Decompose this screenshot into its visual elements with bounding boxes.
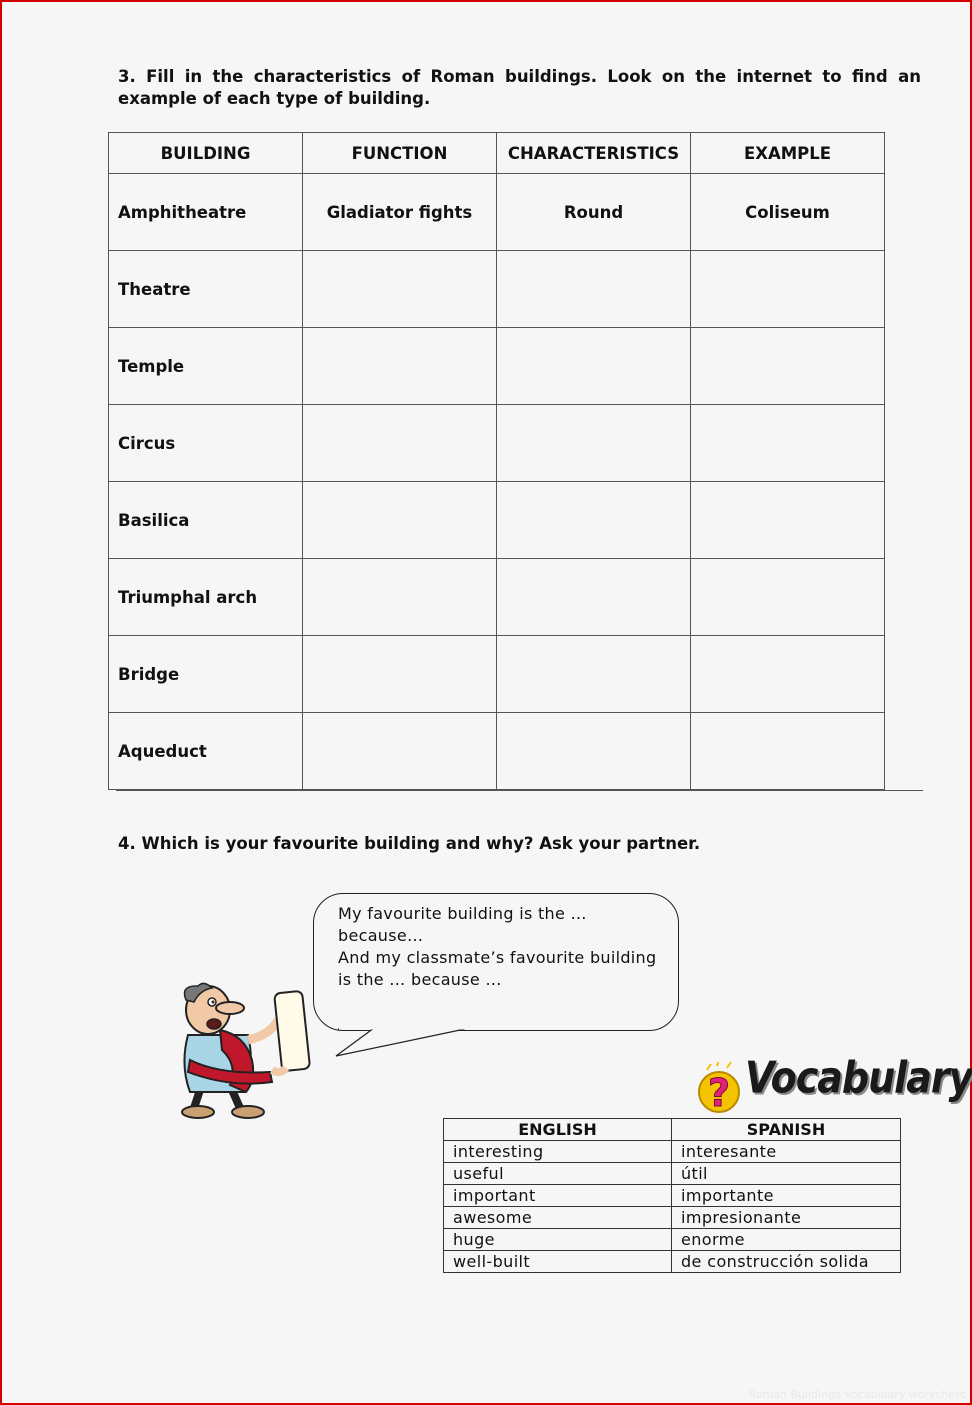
bubble-line: And my classmate’s favourite building: [338, 948, 657, 967]
function-cell[interactable]: [303, 482, 497, 559]
table-row: [109, 636, 885, 713]
function-cell[interactable]: [303, 251, 497, 328]
question-4-heading: 4. Which is your favourite building and why? Ask your partner.: [118, 834, 701, 853]
table-row: [109, 251, 885, 328]
english-word: huge: [444, 1229, 672, 1251]
table-row: [109, 174, 885, 251]
building-cell: Basilica: [109, 482, 303, 559]
roman-man-illustration: [160, 980, 320, 1125]
bubble-line: My favourite building is the …: [338, 904, 587, 923]
vocabulary-title: Vocabulary: [745, 1052, 972, 1103]
table-header-row: [109, 133, 885, 174]
speech-bubble-tail: [330, 1026, 470, 1060]
example-cell[interactable]: Coliseum: [691, 174, 885, 251]
table-row: [109, 328, 885, 405]
vocab-row: [444, 1163, 901, 1185]
spanish-word: impresionante: [672, 1207, 901, 1229]
function-cell[interactable]: [303, 328, 497, 405]
example-cell[interactable]: [691, 405, 885, 482]
english-word: well-built: [444, 1251, 672, 1273]
example-cell[interactable]: [691, 251, 885, 328]
spanish-word: útil: [672, 1163, 901, 1185]
watermark: Roman Buildings Vocabulary worksheet: [748, 1388, 966, 1401]
question-mark-icon: [695, 1062, 745, 1118]
spanish-word: enorme: [672, 1229, 901, 1251]
english-word: important: [444, 1185, 672, 1207]
function-cell[interactable]: [303, 713, 497, 790]
characteristics-cell[interactable]: [497, 482, 691, 559]
roman-buildings-table: [108, 132, 885, 790]
characteristics-cell[interactable]: [497, 713, 691, 790]
bubble-line: because…: [338, 926, 424, 945]
example-cell[interactable]: [691, 636, 885, 713]
english-word: interesting: [444, 1141, 672, 1163]
table-row: [109, 559, 885, 636]
building-cell: Aqueduct: [109, 713, 303, 790]
table-row: [109, 713, 885, 790]
vocab-header-spanish: SPANISH: [672, 1119, 901, 1141]
function-cell[interactable]: [303, 636, 497, 713]
building-cell: Temple: [109, 328, 303, 405]
example-cell[interactable]: [691, 559, 885, 636]
building-cell: Theatre: [109, 251, 303, 328]
table-bottom-rule: [116, 790, 923, 791]
function-cell[interactable]: [303, 559, 497, 636]
function-cell[interactable]: Gladiator fights: [303, 174, 497, 251]
vocab-row: [444, 1207, 901, 1229]
bubble-line: is the … because …: [338, 970, 502, 989]
spanish-word: de construcción solida: [672, 1251, 901, 1273]
example-cell[interactable]: [691, 713, 885, 790]
header-characteristics: CHARACTERISTICS: [497, 133, 691, 174]
spanish-word: interesante: [672, 1141, 901, 1163]
table-row: [109, 405, 885, 482]
example-cell[interactable]: [691, 328, 885, 405]
english-word: awesome: [444, 1207, 672, 1229]
function-cell[interactable]: [303, 405, 497, 482]
header-function: FUNCTION: [303, 133, 497, 174]
building-cell: Circus: [109, 405, 303, 482]
question-3-heading: 3. Fill in the characteristics of Roman buildings. Look on the internet to find an example of each type of building.: [118, 67, 921, 108]
example-cell[interactable]: [691, 482, 885, 559]
characteristics-cell[interactable]: [497, 251, 691, 328]
characteristics-cell[interactable]: Round: [497, 174, 691, 251]
vocab-header-row: [444, 1119, 901, 1141]
characteristics-cell[interactable]: [497, 636, 691, 713]
building-cell: Amphitheatre: [109, 174, 303, 251]
english-word: useful: [444, 1163, 672, 1185]
header-example: EXAMPLE: [691, 133, 885, 174]
vocab-row: [444, 1141, 901, 1163]
vocab-row: [444, 1185, 901, 1207]
vocab-row: [444, 1251, 901, 1273]
characteristics-cell[interactable]: [497, 559, 691, 636]
spanish-word: importante: [672, 1185, 901, 1207]
header-building: BUILDING: [109, 133, 303, 174]
characteristics-cell[interactable]: [497, 405, 691, 482]
speech-bubble-text: [338, 903, 668, 991]
vocabulary-table: [443, 1118, 901, 1273]
characteristics-cell[interactable]: [497, 328, 691, 405]
building-cell: Bridge: [109, 636, 303, 713]
vocab-row: [444, 1229, 901, 1251]
svg-text:?: ?: [707, 1071, 731, 1115]
building-cell: Triumphal arch: [109, 559, 303, 636]
vocab-header-english: ENGLISH: [444, 1119, 672, 1141]
table-row: [109, 482, 885, 559]
